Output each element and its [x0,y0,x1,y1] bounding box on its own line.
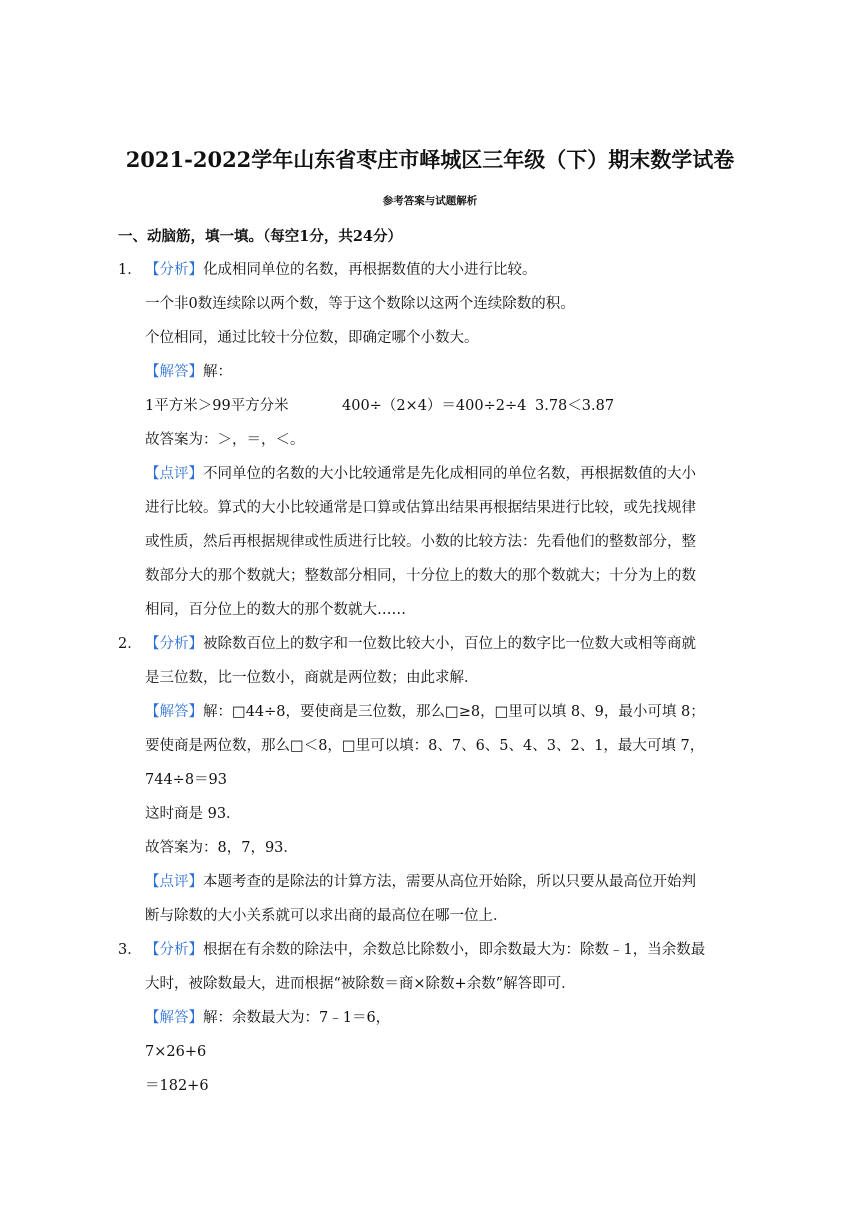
q1-comment-line-4: 数部分大的那个数就大；整数部分相同，十分位上的数大的那个数就大；十分为上的数 [145,568,696,584]
q1-work-a: 1平方米＞99平方分米 [145,398,289,414]
q1-work-c: 3.78＜3.87 [535,398,615,414]
q2-analysis [145,634,696,654]
document-title: 2021-2022学年山东省枣庄市峄城区三年级（下）期末数学试卷 [125,147,735,172]
q1-analysis [145,260,537,280]
q1-comment-line-2: 进行比较。算式的大小比较通常是口算或估算出结果再根据结果进行比较，或先找规律 [145,500,696,516]
q1-analysis-line-2: 一个非0数连续除以两个数，等于这个数除以这两个连续除数的积。 [145,296,575,312]
q1-comment-text: 不同单位的名数的大小比较通常是先化成相同的单位名数，再根据数值的大小 [203,466,696,482]
analysis-tag: 【分析】 [145,636,203,652]
question-number-3: 3． [118,942,142,958]
q3-analysis-text: 根据在有余数的除法中，余数总比除数小，即余数最大为：除数﹣1，当余数最 [203,942,706,958]
section-heading: 一、动脑筋，填一填。（每空1分，共24分） [118,228,403,245]
question-number-1: 1． [118,262,142,278]
q3-answer [145,1008,390,1028]
q2-answer-text: 解：□44÷8，要使商是三位数，那么□≥8，□里可以填 8、9，最小可填 8； [203,704,705,720]
q3-answer-text: 解：余数最大为：7﹣1＝6， [203,1010,391,1026]
q2-comment [145,872,696,892]
q1-comment-line-3: 或性质，然后再根据规律或性质进行比较。小数的比较方法：先看他们的整数部分，整 [145,534,696,550]
q2-analysis-text: 被除数百位上的数字和一位数比较大小，百位上的数字比一位数大或相等商就 [203,636,696,652]
q2-comment-text: 本题考查的是除法的计算方法，需要从高位开始除，所以只要从最高位开始判 [203,874,696,890]
q2-analysis-line-2: 是三位数，比一位数小，商就是两位数；由此求解． [145,670,479,686]
q1-final-answer: 故答案为：＞，＝，＜。 [145,432,305,448]
answer-tag: 【解答】 [145,1010,203,1026]
q2-answer-line-2: 要使商是两位数，那么□＜8，□里可以填：8、7、6、5、4、3、2、1，最大可填 7， [145,738,705,754]
q1-work-b: 400÷（2×4）＝400÷2÷4 [342,398,527,414]
q1-analysis-text: 化成相同单位的名数，再根据数值的大小进行比较。 [203,262,537,278]
q2-answer [145,702,705,722]
q2-answer-line-3: 744÷8＝93 [145,772,228,788]
comment-tag: 【点评】 [145,466,203,482]
q1-answer-text: 解： [203,364,232,380]
q2-final-answer: 故答案为：8，7，93． [145,840,298,856]
answer-tag: 【解答】 [145,704,203,720]
answer-tag: 【解答】 [145,364,203,380]
q3-analysis [145,940,705,960]
q2-comment-line-2: 断与除数的大小关系就可以求出商的最高位在哪一位上． [145,908,508,924]
q1-analysis-line-3: 个位相同，通过比较十分位数，即确定哪个小数大。 [145,330,479,346]
q1-answer [145,362,232,382]
q2-answer-line-4: 这时商是 93． [145,806,241,822]
analysis-tag: 【分析】 [145,942,203,958]
document-subtitle: 参考答案与试题解析 [382,195,478,207]
q3-answer-line-2: 7×26+6 [145,1044,207,1060]
analysis-tag: 【分析】 [145,262,203,278]
q3-answer-line-3: ＝182+6 [145,1078,209,1094]
q1-comment-line-5: 相同，百分位上的数大的那个数就大…… [145,602,406,618]
q3-analysis-line-2: 大时，被除数最大，进而根据“被除数＝商×除数+余数”解答即可． [145,976,576,992]
comment-tag: 【点评】 [145,874,203,890]
question-number-2: 2． [118,636,142,652]
q1-comment [145,464,696,484]
